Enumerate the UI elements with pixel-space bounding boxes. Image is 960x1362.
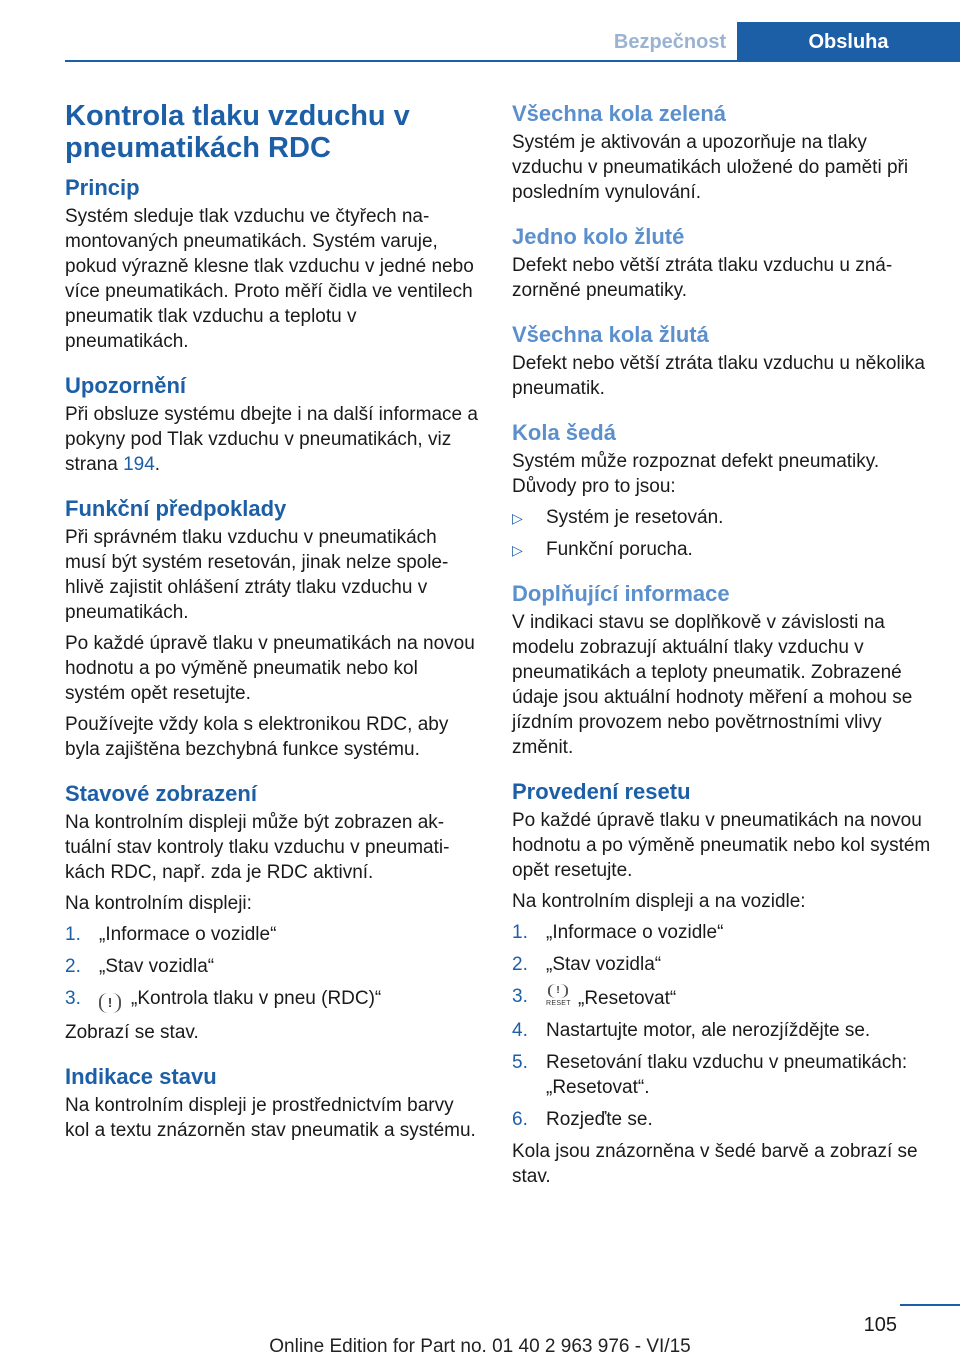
paragraph: Na kontrolním displeji může být zobrazen aktuální stav kontroly tlaku vzduchu v pneumatikách RDC, např. zda je RDC aktivní.: [65, 812, 450, 883]
section-heading: Kola šedá: [512, 420, 616, 445]
section-additional: [512, 580, 932, 760]
step-text: „Stav vozidla“: [99, 956, 215, 977]
section-status-indication: [65, 1063, 480, 1143]
list-item: [512, 1050, 932, 1100]
section-heading: Provedení resetu: [512, 779, 691, 804]
section-status-display: [65, 780, 480, 1045]
paragraph: Po každé úpravě tlaku v pneumatikách na novou hodnotu a po výměně pneumatik nebo kol systém opět resetujte.: [512, 810, 931, 881]
paragraph: Systém může rozpoznat defekt pneumatiky. Důvody pro to jsou:: [512, 451, 880, 497]
tab-operation[interactable]: Obsluha: [737, 22, 960, 62]
step-number: 5.: [512, 1052, 528, 1073]
section-all-yellow: [512, 321, 932, 401]
step-text: „Resetovat“: [578, 988, 677, 1009]
page-link[interactable]: 194: [123, 454, 155, 475]
left-column: [65, 100, 480, 1161]
right-column: [512, 100, 932, 1207]
tire-icon: !: [548, 984, 568, 998]
list-item: [512, 537, 932, 562]
tire-pressure-icon: !: [99, 993, 121, 1013]
text: .: [154, 454, 161, 475]
paragraph: Systém je aktivován a upozorňuje na tlaky vzduchu v pneumatikách uložené do paměti při posledním vynulování.: [512, 132, 909, 203]
step-text: Rozjeďte se.: [546, 1109, 653, 1130]
paragraph: Defekt nebo větší ztráta tlaku vzduchu u několika pneumatik.: [512, 353, 925, 399]
list-item: [512, 1107, 932, 1132]
list-item: [512, 1018, 932, 1043]
paragraph: Na kontrolním displeji:: [65, 893, 252, 914]
paragraph: Při správném tlaku vzduchu v pneumatikách musí být systém resetován, jinak nelze spolehlivě zajistit ohlášení ztráty tlaku vzduchu v pneumatikách.: [65, 527, 449, 623]
section-heading: Všechna kola žlutá: [512, 322, 709, 347]
steps-list: [65, 922, 480, 1013]
page-header: [65, 22, 960, 62]
paragraph: Na kontrolním displeji je prostřednictvím barvy kol a textu znázorněn stav pneumatik a systému.: [65, 1095, 476, 1141]
text: Při obsluze systému dbejte i na další informace a pokyny pod Tlak vzduchu v pneumatikách, viz strana: [65, 404, 478, 475]
page-title: Kontrola tlaku vzduchu v pneumatikách RDC: [65, 100, 410, 164]
section-heading: Funkční předpoklady: [65, 496, 287, 521]
step-number: 2.: [512, 954, 528, 975]
paragraph: Defekt nebo větší ztráta tlaku vzduchu u znázorněné pneumatiky.: [512, 255, 893, 301]
triangle-bullet-icon: ▷: [512, 510, 523, 526]
step-text: „Kontrola tlaku v pneu (RDC)“: [131, 988, 382, 1009]
section-warning: [65, 372, 480, 477]
step-number: 2.: [65, 956, 81, 977]
section-heading: Jedno kolo žluté: [512, 224, 685, 249]
step-number: 6.: [512, 1109, 528, 1130]
bullet-text: Systém je resetován.: [546, 507, 724, 528]
bullet-list: [512, 505, 932, 562]
step-text: Nastartujte motor, ale nerozjíždějte se.: [546, 1020, 871, 1041]
section-heading: Princip: [65, 175, 140, 200]
step-text: Resetování tlaku vzduchu v pneumatikách: „Resetovat“.: [546, 1052, 908, 1098]
step-number: 4.: [512, 1020, 528, 1041]
section-requirements: [65, 495, 480, 762]
paragraph: Systém sleduje tlak vzduchu ve čtyřech namontovaných pneumatikách. Systém varuje, pokud výrazně klesne tlak vzduchu v jedné nebo více pneumatikách. Proto měří čidla ve ventilech pneumatik tlak vzduchu a teplotu v pneumatikách.: [65, 206, 474, 352]
tab-safety[interactable]: Bezpečnost: [613, 31, 727, 53]
section-reset: [512, 778, 932, 1189]
paragraph: Kola jsou znázorněna v šedé barvě a zobrazí se stav.: [512, 1141, 918, 1187]
step-text: „Stav vozidla“: [546, 954, 662, 975]
tire-reset-icon: [546, 984, 570, 1008]
paragraph: [65, 402, 480, 477]
page-number: 105: [863, 1314, 897, 1336]
step-number: 3.: [65, 988, 81, 1009]
paragraph: V indikaci stavu se doplňkově v závislosti na modelu zobrazují aktuální tlaky vzduchu v pneumatikách a teploty pneumatik. Zobrazené údaje jsou aktuální hodnoty měření a mohou se jízdním provozem nebo povětrnostními vlivy změnit.: [512, 612, 913, 758]
list-item: [65, 986, 480, 1013]
section-heading: Všechna kola zelená: [512, 101, 726, 126]
list-item: [512, 505, 932, 530]
section-principle: [65, 174, 480, 354]
list-item: [65, 922, 480, 947]
list-item: [65, 954, 480, 979]
reset-icon-label: RESET: [546, 1000, 571, 1007]
paragraph: Používejte vždy kola s elektronikou RDC, aby byla zajištěna bezchybná funkce systému.: [65, 714, 449, 760]
list-item: [512, 952, 932, 977]
step-number: 1.: [512, 922, 528, 943]
paragraph: Zobrazí se stav.: [65, 1022, 199, 1043]
steps-list: [512, 920, 932, 1132]
section-one-yellow: [512, 223, 932, 303]
step-number: 1.: [65, 924, 81, 945]
section-heading: Stavové zobrazení: [65, 781, 257, 806]
step-text: „Informace o vozidle“: [546, 922, 724, 943]
section-grey: [512, 419, 932, 562]
list-item: [512, 984, 932, 1011]
paragraph: Na kontrolním displeji a na vozidle:: [512, 891, 806, 912]
paragraph: Po každé úpravě tlaku v pneumatikách na novou hodnotu a po výměně pneumatik nebo kol systém opět resetujte.: [65, 633, 475, 704]
header-rule: [65, 60, 960, 62]
edition-footer: Online Edition for Part no. 01 40 2 963 976 - VI/15: [269, 1336, 691, 1357]
step-text: „Informace o vozidle“: [99, 924, 277, 945]
list-item: [512, 920, 932, 945]
section-heading: Doplňující informace: [512, 581, 730, 606]
step-number: 3.: [512, 986, 528, 1007]
section-heading: Indikace stavu: [65, 1064, 217, 1089]
footer-rule: [900, 1304, 960, 1306]
triangle-bullet-icon: ▷: [512, 542, 523, 558]
section-all-green: [512, 100, 932, 205]
bullet-text: Funkční porucha.: [546, 539, 693, 560]
section-heading: Upozornění: [65, 373, 186, 398]
